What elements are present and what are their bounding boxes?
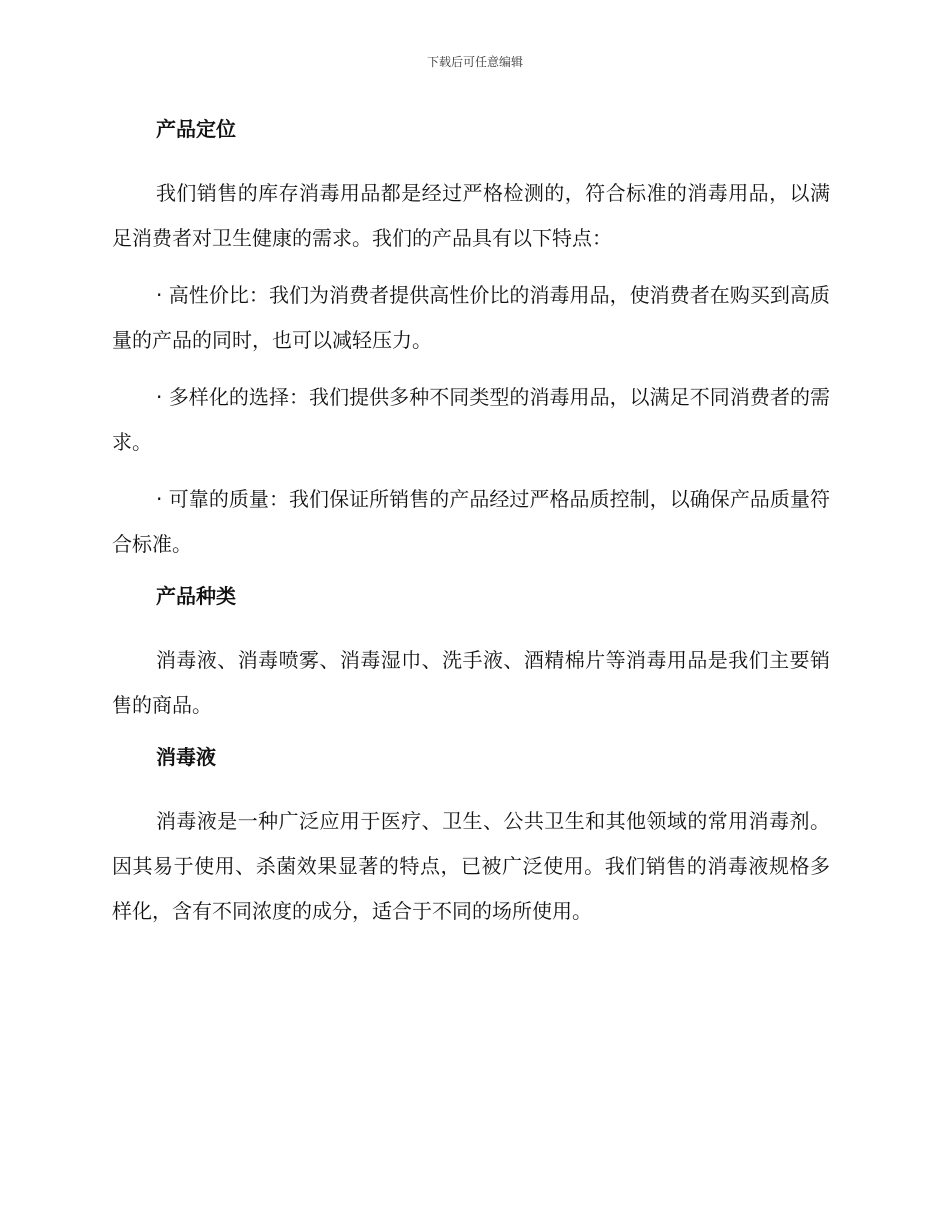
disinfectant-body: 消毒液是一种广泛应用于医疗、卫生、公共卫生和其他领域的常用消毒剂。因其易于使用、杀菌效果显著的特点，已被广泛使用。我们销售的消毒液规格多样化，含有不同浓度的成分，适合于不同的场所使用。 [112,809,830,923]
categories-body: 消毒液、消毒喷雾、消毒湿巾、洗手液、酒精棉片等消毒用品是我们主要销售的商品。 [112,648,830,717]
section-heading-disinfectant: 消毒液 [156,745,216,769]
bullet-cost-effective: · 高性价比：我们为消费者提供高性价比的消毒用品，使消费者在购买到高质量的产品的同时，也可以减轻压力。 [112,283,830,352]
positioning-intro: 我们销售的库存消毒用品都是经过严格检测的，符合标准的消毒用品，以满足消费者对卫生健康的需求。我们的产品具有以下特点： [112,181,830,250]
section-heading-positioning: 产品定位 [156,117,236,141]
bullet-variety: · 多样化的选择：我们提供多种不同类型的消毒用品，以满足不同消费者的需求。 [112,385,830,454]
page-header: 下载后可任意编辑 [426,55,523,69]
document-body [112,112,830,934]
section-heading-categories: 产品种类 [156,584,236,608]
bullet-quality: · 可靠的质量：我们保证所销售的产品经过严格品质控制，以确保产品质量符合标准。 [112,487,830,556]
